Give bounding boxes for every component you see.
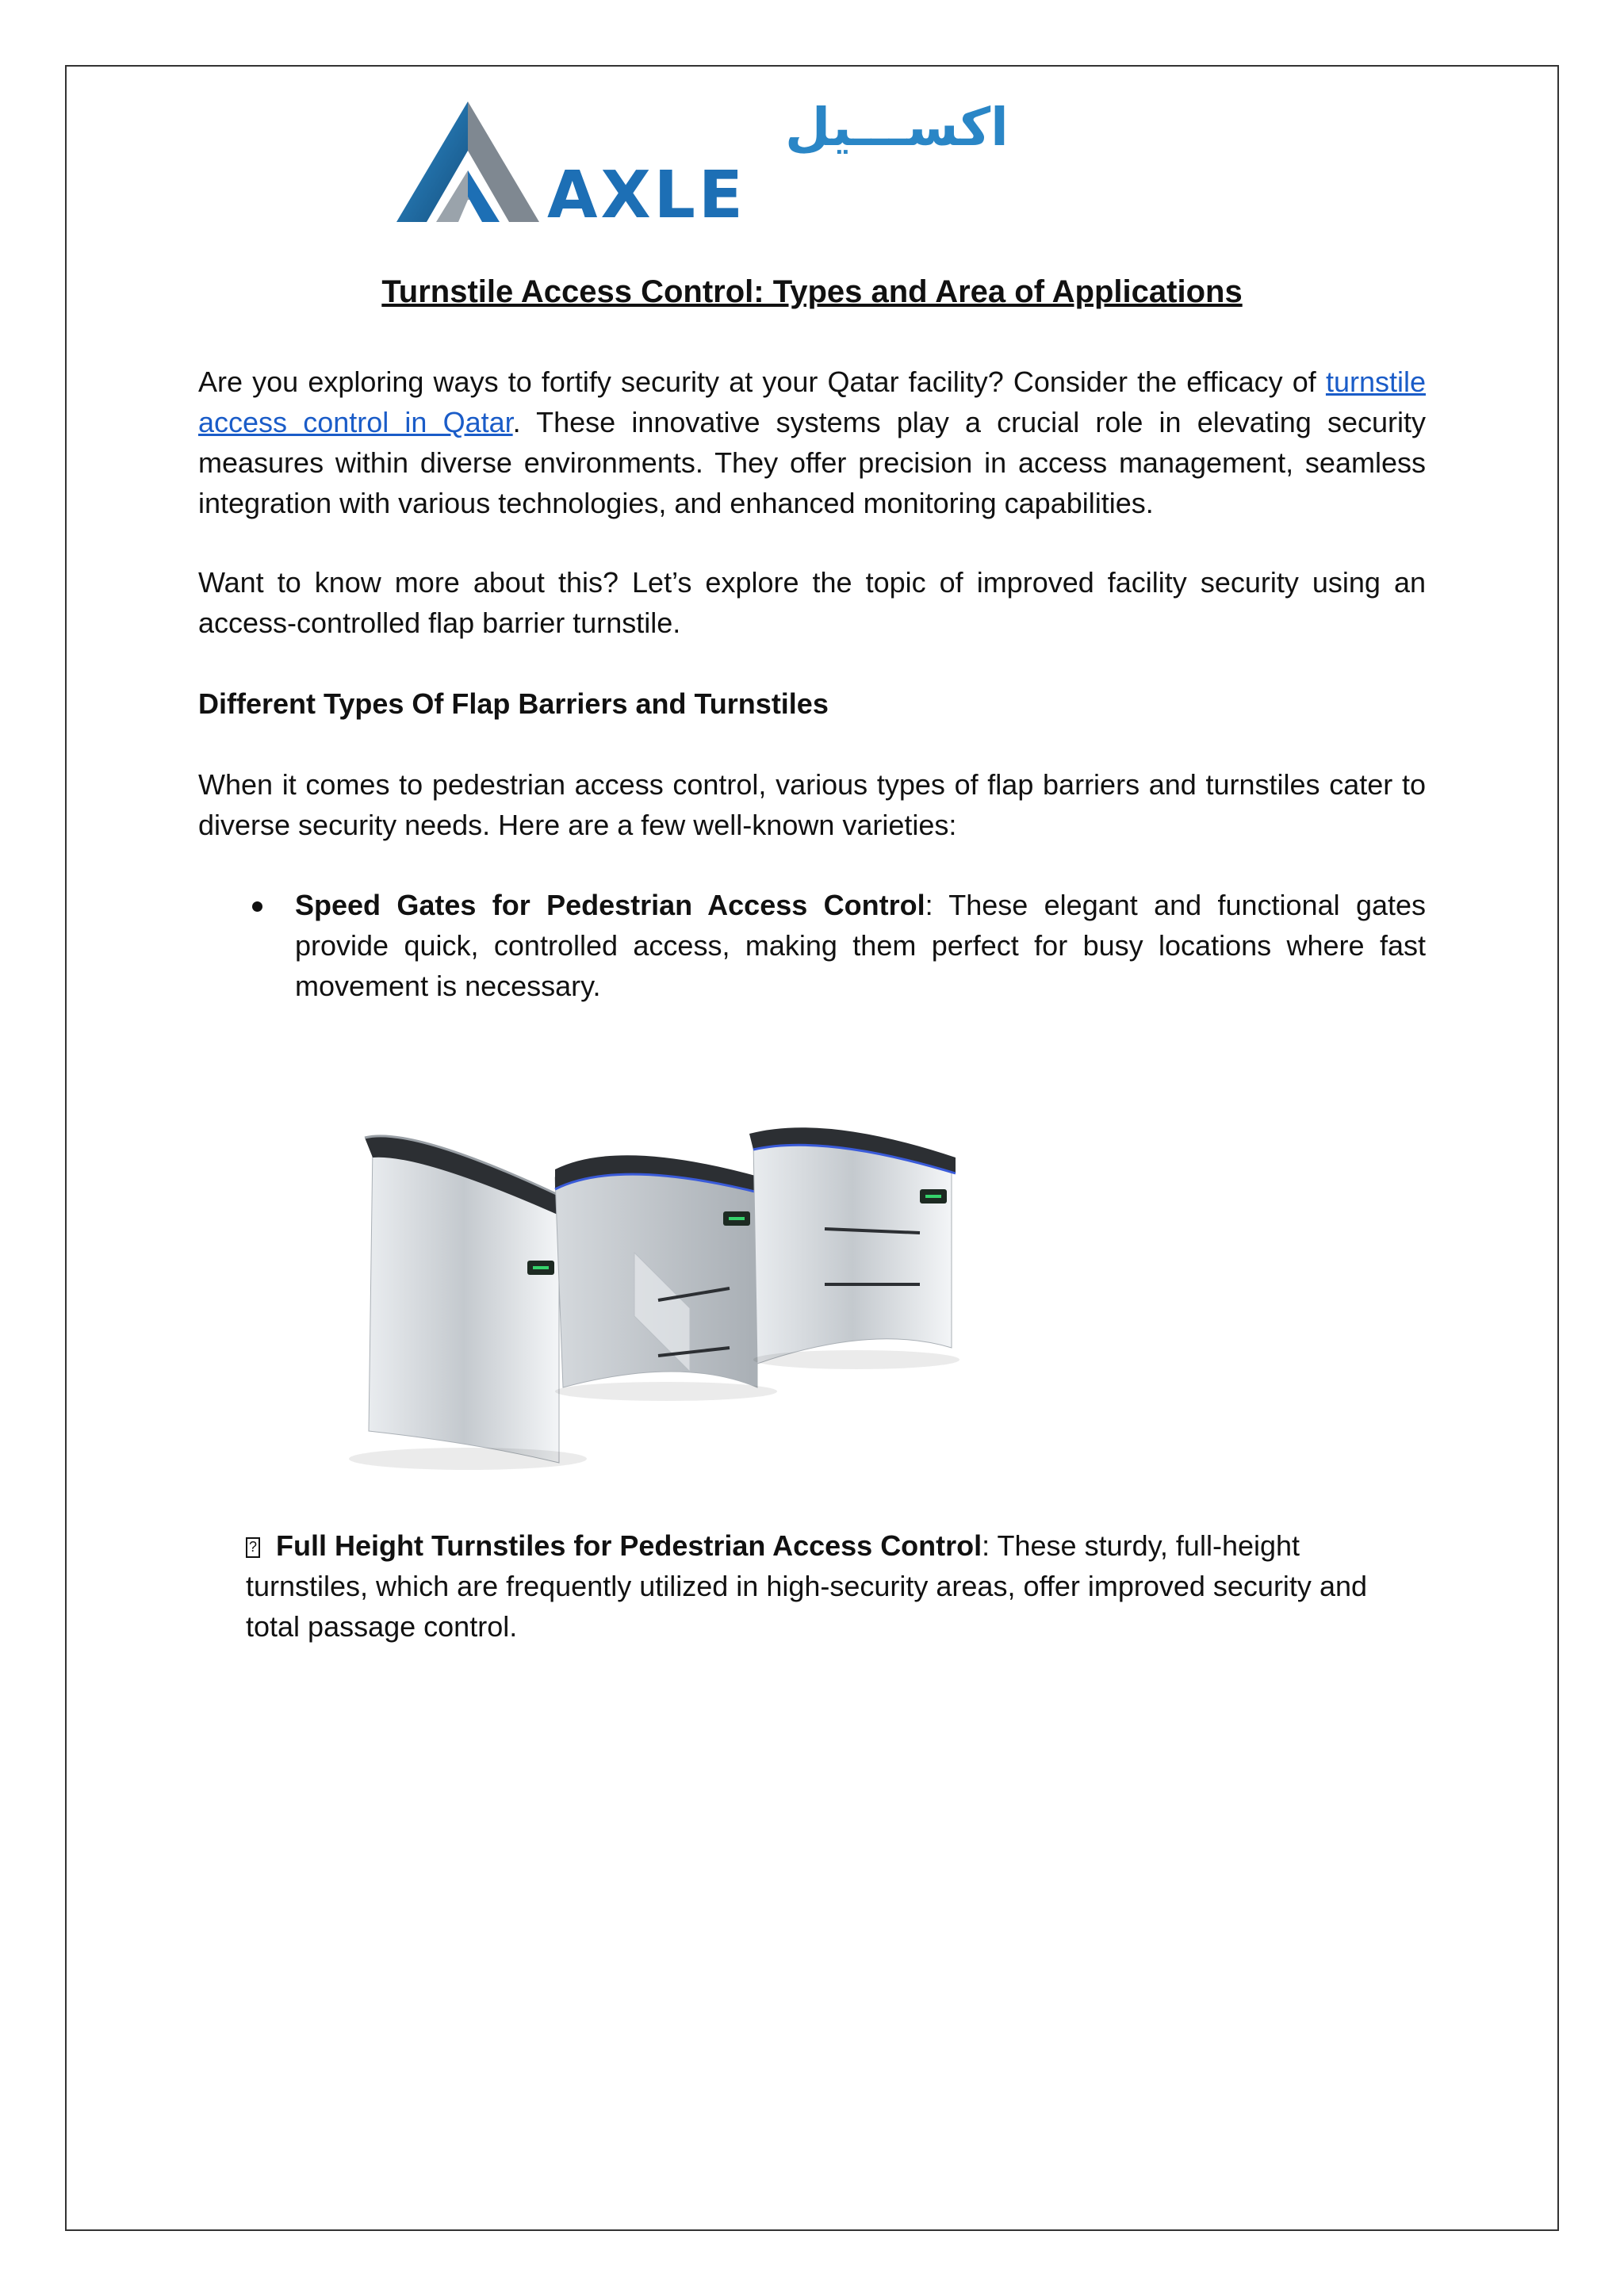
full-height-item (246, 1525, 1419, 1647)
full-height-description: : These sturdy, full-height turnstiles, which are frequently utilized in high-security areas, offer improved security and total passage control. (246, 1529, 1368, 1643)
explore-paragraph: Want to know more about this? Let’s explore the topic of improved facility security using an access-controlled flap barrier turnstile. (198, 566, 1426, 639)
list-item-speed-gates (198, 885, 1426, 1006)
full-height-title: Full Height Turnstiles for Pedestrian Access Control (276, 1529, 982, 1562)
speed-gates-title: Speed Gates for Pedestrian Access Control (295, 889, 925, 921)
bullet-icon (252, 901, 262, 912)
section-heading: Different Types Of Flap Barriers and Turnstiles (198, 687, 829, 720)
axle-triangle-logo-icon (389, 95, 547, 230)
missing-glyph-icon (246, 1537, 260, 1558)
brand-name-english: AXLE (547, 158, 746, 233)
turnstile-types-list (198, 885, 1426, 1006)
speed-gates-description: : These elegant and functional gates provide quick, controlled access, making them perfect for busy locations where fast movement is necessary. (295, 889, 1427, 1002)
brand-name-arabic: اكســـيل (785, 97, 1009, 158)
company-logo (389, 95, 1009, 238)
document-title: Turnstile Access Control: Types and Area of Applications (381, 274, 1243, 309)
intro-text-after-link: . These innovative systems play a crucial role in elevating security measures within diverse environments. They offer precision in access management, seamless integration with various technologies, and enhanced monitoring capabilities. (198, 406, 1426, 519)
varieties-paragraph: When it comes to pedestrian access control, various types of flap barriers and turnstiles cater to diverse security needs. Here are a few well-known varieties: (198, 768, 1426, 841)
turnstile-qatar-link[interactable]: turnstile access control in Qatar (198, 365, 1426, 438)
intro-text-before-link: Are you exploring ways to fortify security at your Qatar facility? Consider the efficacy of (198, 365, 1326, 398)
speed-gates-image (317, 1070, 1031, 1483)
intro-paragraph (198, 362, 1426, 523)
